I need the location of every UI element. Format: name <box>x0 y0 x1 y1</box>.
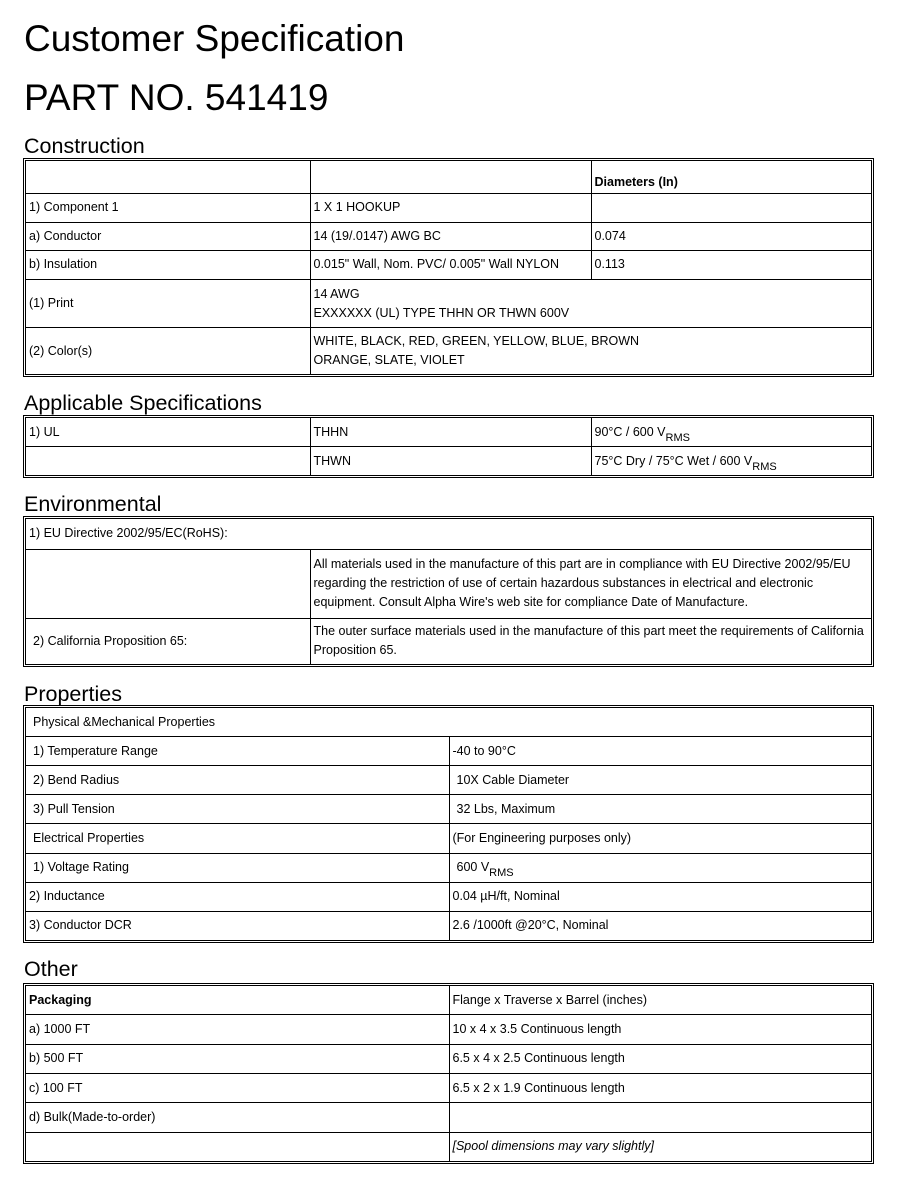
packaging-row <box>26 1073 871 1102</box>
physical-header: Physical &Mechanical Properties <box>26 708 871 737</box>
packaging-header: Flange x Traverse x Barrel (inches) <box>449 986 871 1015</box>
rms-subscript: RMS <box>489 867 514 880</box>
property-value: -40 to 90°C <box>449 737 871 766</box>
construction-table <box>23 158 874 377</box>
electrical-header-row <box>26 824 871 853</box>
colors-label: (2) Color(s) <box>26 328 310 374</box>
spec-rating: 75°C Dry / 75°C Wet / 600 $V_{RMS}$ <box>591 447 871 476</box>
prop65-text: The outer surface materials used in the manufacture of this part meet the requirements of California Proposition 65. <box>310 618 871 664</box>
row-value: 1 X 1 HOOKUP <box>310 193 591 222</box>
colors-line-2: ORANGE, SLATE, VIOLET <box>313 353 465 368</box>
applicable-specs-table <box>23 415 874 478</box>
row-value: 0.015" Wall, Nom. PVC/ 0.005" Wall NYLON <box>310 250 591 279</box>
property-label: 1) Voltage Rating <box>26 853 449 882</box>
property-label: 2) Bend Radius <box>26 766 449 795</box>
property-value: 32 Lbs, Maximum <box>449 795 871 824</box>
rohs-label: 1) EU Directive 2002/95/EC(RoHS): <box>26 519 871 549</box>
spec-row <box>26 418 871 447</box>
property-label: 3) Pull Tension <box>26 795 449 824</box>
electrical-header: Electrical Properties <box>26 824 449 853</box>
print-line-2: EXXXXXX (UL) TYPE THHN OR THWN 600V <box>313 305 570 320</box>
property-row <box>26 795 871 824</box>
construction-row <box>26 250 871 279</box>
row-diameter: 0.113 <box>591 250 871 279</box>
section-heading-applicable-specs: Applicable Specifications <box>24 391 262 415</box>
section-heading-properties: Properties <box>24 682 122 706</box>
spec-label: 1) UL <box>26 418 310 447</box>
property-label: 3) Conductor DCR <box>26 911 449 940</box>
row-diameter <box>591 193 871 222</box>
packaging-row <box>26 1015 871 1044</box>
rohs-row <box>26 549 871 618</box>
property-value: 10X Cable Diameter <box>449 766 871 795</box>
spec-type: THHN <box>310 418 591 447</box>
property-value: 600 $V_{RMS}$ <box>449 853 871 882</box>
packaging-dimensions: 6.5 x 4 x 2.5 Continuous length <box>449 1044 871 1073</box>
packaging-dimensions: 10 x 4 x 3.5 Continuous length <box>449 1015 871 1044</box>
construction-header-row <box>26 161 871 193</box>
packaging-size: c) 100 FT <box>26 1073 449 1102</box>
packaging-row <box>26 1044 871 1073</box>
other-table <box>23 983 874 1164</box>
environmental-table <box>23 516 874 667</box>
part-number: PART NO. 541419 <box>24 77 329 118</box>
property-row <box>26 737 871 766</box>
print-line-1: 14 AWG <box>313 286 360 301</box>
property-value: 2.6 /1000ft @20°C, Nominal <box>449 911 871 940</box>
print-row <box>26 280 871 328</box>
spec-rating: 90°C / 600 $V_{RMS}$ <box>591 418 871 447</box>
prop65-label: 2) California Proposition 65: <box>26 618 310 664</box>
packaging-note-row <box>26 1132 871 1161</box>
property-label: 2) Inductance <box>26 882 449 911</box>
property-row <box>26 766 871 795</box>
property-label: 1) Temperature Range <box>26 737 449 766</box>
diameters-header: Diameters (In) <box>591 161 871 193</box>
section-heading-environmental: Environmental <box>24 492 162 516</box>
spool-note: [Spool dimensions may vary slightly] <box>449 1132 871 1161</box>
packaging-size: a) 1000 FT <box>26 1015 449 1044</box>
print-label: (1) Print <box>26 280 310 328</box>
spec-row <box>26 447 871 476</box>
packaging-row <box>26 1103 871 1132</box>
property-row <box>26 853 871 882</box>
section-heading-construction: Construction <box>24 134 145 158</box>
property-row <box>26 882 871 911</box>
properties-table <box>23 705 874 943</box>
construction-row <box>26 193 871 222</box>
rms-subscript: RMS <box>665 431 690 444</box>
property-value: 0.04 µH/ft, Nominal <box>449 882 871 911</box>
packaging-header-row <box>26 986 871 1015</box>
property-row <box>26 911 871 940</box>
packaging-label: Packaging <box>26 986 449 1015</box>
section-heading-other: Other <box>24 957 78 981</box>
prop65-row <box>26 618 871 664</box>
packaging-dimensions <box>449 1103 871 1132</box>
colors-line-1: WHITE, BLACK, RED, GREEN, YELLOW, BLUE, BROWN <box>313 334 640 349</box>
row-label: b) Insulation <box>26 250 310 279</box>
row-value: 14 (19/.0147) AWG BC <box>310 222 591 250</box>
row-diameter: 0.074 <box>591 222 871 250</box>
rohs-text: All materials used in the manufacture of this part are in compliance with EU Directive 2002/95/EU regarding the restriction of use of certain hazardous substances in electrical and electronic equipment. Consult Alpha Wire's web site for compliance Date of Manufacture. <box>310 549 871 618</box>
rms-subscript: RMS <box>752 460 777 473</box>
spec-label <box>26 447 310 476</box>
packaging-size: b) 500 FT <box>26 1044 449 1073</box>
physical-header-row <box>26 708 871 737</box>
row-label: a) Conductor <box>26 222 310 250</box>
spec-type: THWN <box>310 447 591 476</box>
packaging-dimensions: 6.5 x 2 x 1.9 Continuous length <box>449 1073 871 1102</box>
page-title: Customer Specification <box>24 18 405 59</box>
electrical-note: (For Engineering purposes only) <box>449 824 871 853</box>
packaging-size: d) Bulk(Made-to-order) <box>26 1103 449 1132</box>
rohs-header-row <box>26 519 871 549</box>
colors-row <box>26 328 871 374</box>
construction-row <box>26 222 871 250</box>
row-label: 1) Component 1 <box>26 193 310 222</box>
